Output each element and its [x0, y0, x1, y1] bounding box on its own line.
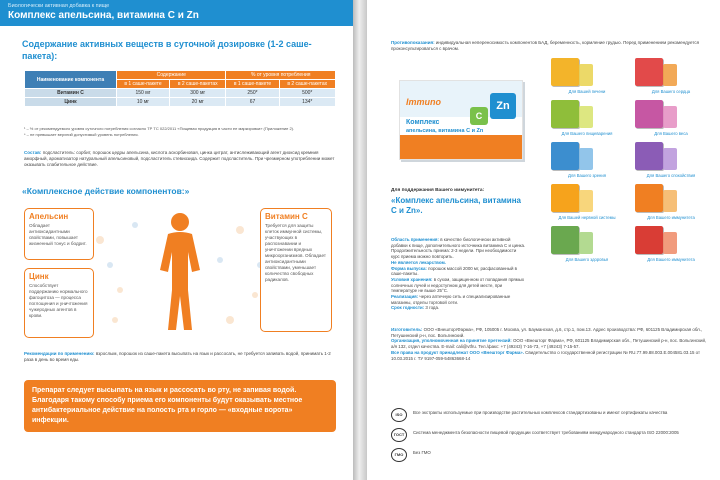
action-title: «Комплексное действие компонентов:»: [22, 186, 190, 196]
product-pack-icon: [579, 190, 593, 212]
product-pack-icon: [579, 148, 593, 170]
zinc-symbol: Zn: [490, 93, 516, 119]
contra-text: индивидуальная непереносимость компонентов БАД, беременность, кормление грудью. Перед применением рекомендуется проконсультироваться с врачом.: [391, 40, 700, 51]
table-row: [25, 98, 336, 107]
cell-name: Цинк: [25, 98, 117, 107]
col-content-header: Содержание: [117, 71, 226, 80]
product-box-icon: [635, 100, 663, 128]
vitamin-c-card: [260, 208, 332, 332]
product-line-item: [631, 184, 711, 226]
vitamin-c-text: Требуется для защиты клеток иммунной системы, участвующих в распознавании и уничтожении вредных микроорганизмов. Обладает антиоксидантными свойствами, уменьшает количество свободных радикалов.: [265, 223, 326, 282]
usage-callout: Препарат следует высыпать на язык и рассосать во рту, не запивая водой. Благодаря такому способу приема его компоненты будут оказывать местное антибактериальное действие на полость рта и горло — «входные ворота» инфекции.: [24, 380, 336, 432]
active-substances-title: Содержание активных веществ в суточной дозировке (1-2 саше-пакета):: [22, 39, 312, 61]
product-pack-icon: [663, 190, 677, 212]
contraindications: [391, 40, 711, 52]
table-row: [25, 89, 336, 98]
product-line-item: [631, 142, 711, 184]
manufacturer-paragraph: [391, 327, 711, 338]
sub-header: в 1 саше-пакете: [226, 80, 279, 89]
product-box-icon: [635, 142, 663, 170]
table-notes: [24, 126, 336, 137]
cell-name: Витамин С: [25, 89, 117, 98]
info-paragraph-label: Реализация:: [391, 294, 419, 300]
note: * – не превышает верхний допустимый уровень потребления.: [24, 131, 139, 137]
zinc-card: [24, 268, 94, 338]
cell: 150 мг: [117, 89, 170, 98]
product-line-item: [547, 142, 627, 184]
info-paragraph: [391, 266, 526, 277]
manufacturer-paragraph-label: Организация, уполномоченная на принятие претензий:: [391, 338, 512, 344]
composition-text: подсластитель: сорбит, порошок цедры апельсина, кислота аскорбиновая, цинка цитрат, антислеживающий агент диоксид кремния аморфный, ароматизатор натуральный апельсиновый, подсластитель стевиозида. Содержит подсластитель. При чрезмерном употреблении может оказывать слабительное действие.: [24, 150, 335, 167]
manufacturer-paragraph-label: Все права на продукт принадлежат ООО «Внешторг Фарма».: [391, 349, 524, 355]
seal-text: Без ГМО: [413, 450, 431, 455]
recommend-label: Рекомендации по применению:: [24, 351, 95, 356]
support-title: Для поддержания Вашего иммунитета:: [391, 188, 485, 193]
info-paragraph-text: 3 года.: [425, 305, 440, 311]
header-small: Биологически активная добавка к пище: [8, 3, 110, 9]
cell: 67: [226, 98, 279, 107]
vitamin-c-title: Витамин С: [265, 212, 308, 221]
package-title: Комплекс: [406, 119, 440, 126]
info-paragraph: [391, 277, 526, 294]
product-line-item: [631, 58, 711, 100]
product-box-image: [391, 68, 526, 173]
immuno-logo: Immuno: [406, 97, 441, 107]
product-pack-icon: [579, 64, 593, 86]
support-product-name: «Комплекс апельсина, витамина С и Zn».: [391, 196, 522, 215]
contra-label: Противопоказания:: [391, 40, 435, 45]
product-pack-icon: [663, 106, 677, 128]
product-line-label: Для Вашего здоровья: [565, 257, 609, 262]
substances-table: [24, 70, 336, 107]
zinc-text: Способствует поддержанию нормального фагоцитоза — процесса поглощения и уничтожения чужеродных агентов в крови.: [29, 283, 88, 318]
certification-seal-icon: ГОСТ: [391, 428, 407, 442]
cell: 134*: [279, 98, 336, 107]
product-box-icon: [551, 226, 579, 254]
sub-header: в 1 саше-пакете: [117, 80, 170, 89]
header-title: Комплекс апельсина, витамина С и Zn: [8, 10, 199, 21]
info-paragraph-label: Область применения:: [391, 237, 439, 242]
product-box-icon: [635, 226, 663, 254]
orange-title: Апельсин: [29, 212, 69, 221]
col-name-header: Наименование компонента: [25, 71, 117, 89]
certification-seals: [391, 408, 711, 468]
product-line-label: Для Вашего зрения: [568, 173, 606, 178]
info-paragraph-text: в качестве биологически активной добавки к пище, дополнительного источника витамина С и цинка. Продолжительность приема: 2-3 недели. При необходимости курс приема можно повторить.: [391, 237, 526, 260]
recommend-text: взрослым, порошок из саше-пакета высыпать на язык и рассосать, не требуется запивать водой, принимать 1-2 раза в день во время еды.: [24, 351, 331, 362]
manufacturer-info: [391, 327, 711, 361]
info-paragraph: [391, 305, 526, 311]
composition-label: Состав:: [24, 150, 42, 155]
product-pack-icon: [663, 64, 677, 86]
seal-text: Все экстракты используемые при производстве растительных комплексов стандартизованы и имеют сертификаты качества: [413, 410, 668, 415]
product-box-icon: [551, 184, 579, 212]
certification-seal-icon: ГМО: [391, 448, 407, 462]
product-box-icon: [635, 58, 663, 86]
info-paragraph-text: в сухом, защищенном от попадания прямых солнечных лучей и недоступном для детей месте, при температуре не выше 25°С.: [391, 276, 525, 294]
product-line-label: Для Вашей нервной системы: [558, 215, 616, 220]
product-line-label: Для Вашего сердца: [651, 89, 691, 94]
certification-seal-icon: ISO: [391, 408, 407, 422]
info-paragraph-label: Не является лекарством.: [391, 259, 446, 265]
col-percent-header: % от уровня потребления: [226, 71, 336, 80]
note: ¹ – % от рекомендуемого уровня суточного потребления согласно ТР ТС 022/2011 «Пищевая продукция в части ее маркировки» (Приложение 2).: [24, 126, 295, 131]
cell: 500*: [279, 89, 336, 98]
cell: 250*: [226, 89, 279, 98]
manufacturer-paragraph-text: ООО «ВнешторгФарма», РФ, 105005 г. Москва, ул. Бауманская, д.6, стр.1, пом.13. Адрес производства: РФ, 601125 Владимирская обл., Петушинский р-н, пос. Вольгинский.: [391, 327, 703, 338]
package-subtitle: апельсина, витамина С и Zn: [406, 128, 484, 134]
product-line-item: [631, 226, 711, 268]
info-paragraph-label: Условия хранения:: [391, 276, 433, 282]
manufacturer-paragraph: [391, 350, 711, 361]
product-line-item: [547, 58, 627, 100]
cell: 20 мг: [170, 98, 226, 107]
manufacturer-paragraph-text: Свидетельство о государственной регистрации № RU.77.99.88.003.Е.004581.03.15 от 10.03.2015 г. ТУ 9197-059-54863668-14: [391, 349, 701, 361]
cell: 300 мг: [170, 89, 226, 98]
product-box-icon: [635, 184, 663, 212]
info-paragraph-label: Срок годности:: [391, 305, 425, 311]
manufacturer-paragraph-text: ООО «Внешторг Фарма», РФ, 601125 Владимирская обл., Петушинский р-н, пос. Вольгинский, а/я 132, отдел качества. E-mail: cali@vtfru. Тел./факс: +7 (49243) 7-16-73, +7 (49243) 7-15-57.: [391, 338, 707, 350]
manufacturer-paragraph: [391, 338, 711, 349]
composition: [24, 150, 336, 168]
left-page: [0, 0, 353, 480]
product-box-icon: [551, 100, 579, 128]
sub-header: в 2 саше-пакетах: [279, 80, 336, 89]
header-bar: [0, 0, 353, 26]
orange-text: Обладает антиоксидантными свойствами, повышает жизненный тонус и бодрит.: [29, 223, 87, 246]
cell: 10 мг: [117, 98, 170, 107]
product-line-item: [631, 100, 711, 142]
info-paragraph-text: через аптечную сеть и специализированные магазины, отделы торговой сети.: [391, 294, 511, 305]
zinc-title: Цинк: [29, 272, 49, 281]
vitamin-c-symbol: C: [470, 107, 488, 125]
product-line-label: Для Вашего пищеварения: [561, 131, 613, 136]
product-line-label: Для Вашей печени: [568, 89, 606, 94]
package-band: [400, 135, 522, 159]
info-paragraph-label: Форма выпуска:: [391, 265, 427, 271]
product-line-label: Для Вашего веса: [654, 131, 688, 136]
seal-row: [391, 448, 711, 468]
info-paragraph: [391, 294, 526, 305]
book-spine: [353, 0, 367, 480]
orange-card: [24, 208, 94, 260]
manufacturer-paragraph-label: Изготовитель:: [391, 327, 423, 332]
product-line-label: Для Вашего спокойствия: [646, 173, 696, 178]
product-line-label: Для Вашего иммунитета: [647, 257, 695, 262]
product-line-item: [547, 100, 627, 142]
product-box-icon: [551, 142, 579, 170]
seal-row: [391, 428, 711, 448]
product-pack-icon: [663, 232, 677, 254]
product-box-icon: [551, 58, 579, 86]
product-pack-icon: [579, 106, 593, 128]
info-paragraph: [391, 237, 526, 260]
product-info: [391, 237, 526, 311]
right-page: [367, 0, 720, 480]
sub-header: в 2 саше-пакетах: [170, 80, 226, 89]
product-line-item: [547, 184, 627, 226]
info-paragraph-text: порошок массой 2000 мг, расфасованный в саше-пакеты.: [391, 265, 518, 277]
immuno-package: [399, 80, 523, 160]
recommendations: [24, 351, 336, 363]
product-line-label: Для Вашего иммунитета: [647, 215, 695, 220]
seal-text: Система менеджмента безопасности пищевой продукции соответствует требованиям международного стандарта ISO 22000:2005: [413, 430, 679, 435]
product-line-item: [547, 226, 627, 268]
product-pack-icon: [579, 232, 593, 254]
seal-row: [391, 408, 711, 428]
product-pack-icon: [663, 148, 677, 170]
